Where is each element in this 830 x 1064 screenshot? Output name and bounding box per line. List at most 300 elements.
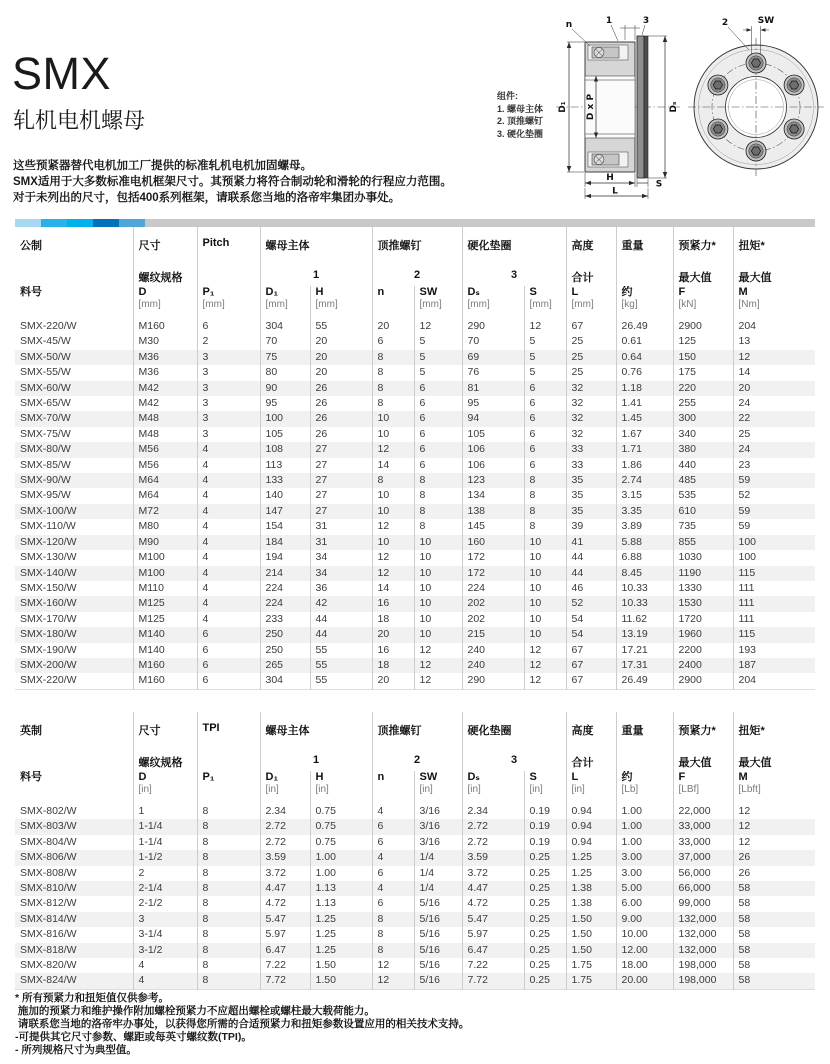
- col-SW: SW [in]: [414, 771, 462, 804]
- table-cell: 35: [566, 504, 616, 519]
- table-cell: 4: [372, 881, 414, 896]
- part-no-label: 料号: [20, 771, 42, 783]
- table-cell: 140: [260, 488, 310, 503]
- group-number-3: 3: [462, 269, 566, 286]
- table-cell: M90: [133, 535, 197, 550]
- table-cell: 58: [733, 927, 815, 942]
- table-cell: 220: [673, 381, 733, 396]
- table-cell: SMX-818/W: [20, 943, 77, 956]
- col-F: F [LBf]: [673, 771, 733, 804]
- table-cell: 17.21: [616, 643, 673, 658]
- table-cell: 202: [462, 612, 524, 627]
- dim-label-dxp: D x P: [586, 93, 596, 121]
- table-cell: 304: [260, 673, 310, 689]
- table-cell: 105: [260, 427, 310, 442]
- table-cell: 6: [524, 442, 566, 457]
- table-row: [15, 835, 815, 850]
- table-cell: 55: [310, 673, 372, 689]
- table-cell: 202: [462, 596, 524, 611]
- table-cell: 204: [733, 319, 815, 334]
- table-cell: 8: [524, 504, 566, 519]
- table-cell: 8: [524, 473, 566, 488]
- table-cell: SMX-810/W: [20, 882, 77, 895]
- table-cell: M64: [133, 488, 197, 503]
- table-cell: 8: [372, 350, 414, 365]
- table-row: [15, 488, 815, 503]
- table-row: [15, 927, 815, 942]
- table-cell: 4.72: [260, 896, 310, 911]
- table-cell: 70: [462, 334, 524, 349]
- table-cell: 175: [673, 365, 733, 380]
- table-cell: SMX-120/W: [20, 535, 77, 548]
- table-cell: 5.97: [260, 927, 310, 942]
- thread-spec-label: 螺纹规格: [133, 269, 197, 286]
- group-number-1: 1: [260, 754, 372, 771]
- table-cell: 12: [524, 673, 566, 689]
- table-cell: 5.00: [616, 881, 673, 896]
- table-row: [15, 365, 815, 380]
- table-cell: 10.00: [616, 927, 673, 942]
- table-cell: 2400: [673, 658, 733, 673]
- col-S: S [mm]: [524, 286, 566, 319]
- table-cell: 6: [414, 442, 462, 457]
- table-cell: 8: [372, 365, 414, 380]
- table-cell: 20: [310, 365, 372, 380]
- table-cell: 94: [462, 411, 524, 426]
- table-row: [15, 850, 815, 865]
- table-row: [15, 396, 815, 411]
- callout-1: 1: [605, 16, 613, 26]
- col-weight: 约 [kg]: [616, 286, 673, 319]
- metric-table-body: [15, 319, 815, 689]
- col-Ds: Dₛ [in]: [462, 771, 524, 804]
- col-n: n: [372, 286, 414, 319]
- table-cell: 44: [310, 627, 372, 642]
- table-cell: M42: [133, 396, 197, 411]
- table-cell: M100: [133, 566, 197, 581]
- table-cell: 20: [310, 334, 372, 349]
- table-cell: 3: [197, 365, 260, 380]
- col-L: L [mm]: [566, 286, 616, 319]
- description-line: SMX适用于大多数标准电机框架尺寸。其预紧力将符合制动轮和滑轮的行程应力范围。: [13, 176, 452, 188]
- table-cell: M125: [133, 596, 197, 611]
- table-cell: 8: [372, 473, 414, 488]
- table-cell: 1720: [673, 612, 733, 627]
- table-cell: 106: [462, 458, 524, 473]
- page-title: SMX: [12, 48, 112, 99]
- table-cell: 735: [673, 519, 733, 534]
- table-cell: 7.22: [260, 958, 310, 973]
- table-cell: 160: [462, 535, 524, 550]
- callout-n: n: [565, 20, 573, 30]
- table-cell: 300: [673, 411, 733, 426]
- table-cell: 8: [372, 943, 414, 958]
- table-cell: 10: [372, 504, 414, 519]
- table-cell: 12: [414, 673, 462, 689]
- table-cell: 34: [310, 566, 372, 581]
- table-cell: 67: [566, 643, 616, 658]
- dim-label-d1: D₁: [558, 101, 568, 113]
- table-cell: 1-1/2: [133, 850, 197, 865]
- col-D1: D₁ [in]: [260, 771, 310, 804]
- table-cell: 138: [462, 504, 524, 519]
- table-cell: 0.25: [524, 927, 566, 942]
- table-cell: 8: [197, 973, 260, 989]
- table-cell: 105: [462, 427, 524, 442]
- description-line: 对于未列出的尺寸，包括400系列框架，请联系您当地的洛帝牢集团办事处。: [13, 192, 401, 204]
- table-cell: M72: [133, 504, 197, 519]
- table-cell: 194: [260, 550, 310, 565]
- table-cell: 2.72: [260, 819, 310, 834]
- total-label: 合计: [566, 754, 616, 771]
- table-cell: 610: [673, 504, 733, 519]
- table-cell: 6: [414, 396, 462, 411]
- table-cell: M30: [133, 334, 197, 349]
- table-cell: 31: [310, 535, 372, 550]
- table-cell: 0.25: [524, 850, 566, 865]
- table-cell: 1/4: [414, 881, 462, 896]
- table-cell: 52: [733, 488, 815, 503]
- col-group-tpi: TPI: [197, 712, 260, 754]
- col-H: H [in]: [310, 771, 372, 804]
- table-cell: 8: [372, 927, 414, 942]
- table-cell: 8: [197, 804, 260, 819]
- table-cell: 8: [197, 881, 260, 896]
- table-cell: 55: [310, 658, 372, 673]
- table-cell: 10: [414, 550, 462, 565]
- legend-item: 3. 硬化垫圈: [497, 128, 544, 139]
- col-M: M [Nm]: [733, 286, 815, 319]
- group-number-3: 3: [462, 754, 566, 771]
- total-label: 合计: [566, 269, 616, 286]
- table-cell: M48: [133, 411, 197, 426]
- table-cell: 123: [462, 473, 524, 488]
- col-L: L [in]: [566, 771, 616, 804]
- table-cell: SMX-130/W: [20, 551, 77, 564]
- table-cell: 2.72: [260, 835, 310, 850]
- table-cell: 6.47: [260, 943, 310, 958]
- product-description: [13, 158, 452, 206]
- table-cell: SMX-70/W: [20, 412, 71, 425]
- table-cell: 5: [524, 350, 566, 365]
- table-cell: M36: [133, 350, 197, 365]
- max-label: 最大值: [733, 754, 815, 771]
- table-row: [15, 473, 815, 488]
- table-cell: 2: [133, 866, 197, 881]
- table-cell: 37,000: [673, 850, 733, 865]
- table-cell: 1.00: [310, 866, 372, 881]
- max-label: 最大值: [673, 269, 733, 286]
- table-cell: 5.47: [260, 912, 310, 927]
- metric-table: [15, 227, 815, 690]
- table-cell: 0.25: [524, 881, 566, 896]
- table-cell: 5: [414, 365, 462, 380]
- table-cell: 8: [414, 473, 462, 488]
- table-cell: M110: [133, 581, 197, 596]
- table-cell: 187: [733, 658, 815, 673]
- table-cell: 12: [372, 442, 414, 457]
- table-cell: 8: [414, 488, 462, 503]
- table-cell: 58: [733, 881, 815, 896]
- table-cell: SMX-140/W: [20, 566, 77, 579]
- callout-2: 2: [721, 18, 729, 28]
- table-cell: 3: [197, 411, 260, 426]
- table-cell: 2200: [673, 643, 733, 658]
- table-cell: 55: [310, 643, 372, 658]
- table-cell: 485: [673, 473, 733, 488]
- table-cell: SMX-802/W: [20, 805, 77, 817]
- table-cell: 10: [524, 550, 566, 565]
- table-cell: 380: [673, 442, 733, 457]
- dim-label-h: H: [606, 173, 614, 183]
- col-Ds: Dₛ [mm]: [462, 286, 524, 319]
- table-cell: 5: [414, 350, 462, 365]
- table-cell: 184: [260, 535, 310, 550]
- table-cell: 12: [372, 566, 414, 581]
- table-cell: 18.00: [616, 958, 673, 973]
- table-cell: 5.88: [616, 535, 673, 550]
- col-group-size: 尺寸: [133, 712, 197, 754]
- table-cell: 8: [197, 912, 260, 927]
- table-cell: 0.25: [524, 958, 566, 973]
- table-cell: 4: [197, 504, 260, 519]
- table-cell: 2-1/4: [133, 881, 197, 896]
- table-cell: 3/16: [414, 804, 462, 819]
- table-cell: 6.47: [462, 943, 524, 958]
- table-cell: 0.94: [566, 819, 616, 834]
- table-cell: 0.64: [616, 350, 673, 365]
- table-cell: 58: [733, 912, 815, 927]
- table-cell: 69: [462, 350, 524, 365]
- table-cell: 20: [310, 350, 372, 365]
- table-cell: 2.34: [462, 804, 524, 819]
- table-cell: 1.50: [566, 943, 616, 958]
- legend-item: 1. 螺母主体: [497, 103, 544, 114]
- table-row: [15, 612, 815, 627]
- table-cell: 4.72: [462, 896, 524, 911]
- table-cell: 22,000: [673, 804, 733, 819]
- table-cell: 4: [133, 973, 197, 989]
- table-cell: 11.62: [616, 612, 673, 627]
- table-cell: 0.94: [566, 804, 616, 819]
- table-cell: SMX-170/W: [20, 612, 77, 625]
- legend-item: 2. 顶推螺钉: [497, 116, 544, 126]
- table-cell: 54: [566, 612, 616, 627]
- table-cell: SMX-100/W: [20, 504, 77, 517]
- table-cell: 14: [372, 581, 414, 596]
- col-D1: D₁ [mm]: [260, 286, 310, 319]
- table-row: [15, 535, 815, 550]
- table-cell: 6: [197, 627, 260, 642]
- table-cell: 3.59: [462, 850, 524, 865]
- table-cell: 12: [524, 658, 566, 673]
- table-cell: 10: [414, 535, 462, 550]
- table-cell: 99,000: [673, 896, 733, 911]
- table-cell: 8: [372, 912, 414, 927]
- table-cell: 4: [197, 442, 260, 457]
- table-cell: 4: [197, 458, 260, 473]
- table-cell: 9.00: [616, 912, 673, 927]
- table-cell: 41: [566, 535, 616, 550]
- table-cell: 6: [414, 458, 462, 473]
- table-cell: SMX-820/W: [20, 959, 77, 972]
- metric-table-header: [15, 227, 815, 319]
- max-label: 最大值: [673, 754, 733, 771]
- table-cell: 2: [197, 334, 260, 349]
- table-cell: 26: [310, 381, 372, 396]
- table-cell: 10.33: [616, 596, 673, 611]
- table-cell: 304: [260, 319, 310, 334]
- table-cell: 12: [414, 643, 462, 658]
- table-cell: SMX-60/W: [20, 381, 71, 394]
- imperial-table-section: [15, 712, 815, 990]
- group-number-2: 2: [372, 754, 462, 771]
- col-group-preload: 预紧力*: [673, 712, 733, 754]
- table-cell: 233: [260, 612, 310, 627]
- table-cell: 250: [260, 627, 310, 642]
- table-cell: 1.00: [616, 819, 673, 834]
- system-label: 公制: [20, 240, 42, 252]
- table-cell: 1.25: [310, 912, 372, 927]
- table-cell: 3.00: [616, 866, 673, 881]
- table-cell: 3: [197, 396, 260, 411]
- table-cell: 20: [372, 627, 414, 642]
- table-cell: 2.34: [260, 804, 310, 819]
- table-cell: 1: [133, 804, 197, 819]
- table-cell: SMX-220/W: [20, 674, 77, 687]
- table-cell: SMX-814/W: [20, 912, 77, 925]
- table-cell: 150: [673, 350, 733, 365]
- table-cell: 1.18: [616, 381, 673, 396]
- table-cell: 58: [733, 958, 815, 973]
- table-cell: 10: [372, 535, 414, 550]
- table-cell: 2900: [673, 673, 733, 689]
- table-cell: 58: [733, 896, 815, 911]
- table-cell: 1960: [673, 627, 733, 642]
- table-cell: 0.19: [524, 804, 566, 819]
- table-cell: 6: [524, 458, 566, 473]
- table-cell: 20: [372, 673, 414, 689]
- table-cell: 1.00: [616, 804, 673, 819]
- table-row: [15, 596, 815, 611]
- table-cell: 1/4: [414, 866, 462, 881]
- accent-bar-segment: [15, 219, 41, 227]
- table-cell: 44: [566, 566, 616, 581]
- col-group-weight: 重量: [616, 712, 673, 754]
- accent-bar-segment: [119, 219, 145, 227]
- table-cell: 8: [414, 504, 462, 519]
- table-cell: 12: [733, 835, 815, 850]
- table-cell: 58: [733, 973, 815, 989]
- table-cell: 4.47: [260, 881, 310, 896]
- table-row: [15, 943, 815, 958]
- table-cell: 224: [462, 581, 524, 596]
- table-cell: 33: [566, 458, 616, 473]
- table-cell: 1.71: [616, 442, 673, 457]
- table-cell: 4.47: [462, 881, 524, 896]
- table-cell: M160: [133, 673, 197, 689]
- table-cell: 8.45: [616, 566, 673, 581]
- table-cell: 3.72: [260, 866, 310, 881]
- table-cell: 12: [733, 350, 815, 365]
- table-cell: 0.75: [310, 804, 372, 819]
- table-cell: 12: [414, 658, 462, 673]
- table-cell: 3.15: [616, 488, 673, 503]
- table-cell: 5/16: [414, 896, 462, 911]
- table-cell: 8: [197, 819, 260, 834]
- table-row: [15, 581, 815, 596]
- table-cell: 1190: [673, 566, 733, 581]
- table-cell: 10: [414, 566, 462, 581]
- table-cell: SMX-180/W: [20, 628, 77, 641]
- table-cell: 6: [372, 835, 414, 850]
- table-cell: 132,000: [673, 912, 733, 927]
- table-row: [15, 550, 815, 565]
- table-cell: 0.19: [524, 835, 566, 850]
- table-cell: 154: [260, 519, 310, 534]
- table-row: [15, 427, 815, 442]
- table-cell: 16: [372, 596, 414, 611]
- table-cell: 4: [197, 519, 260, 534]
- callout-3: 3: [642, 16, 650, 26]
- table-cell: 10: [414, 612, 462, 627]
- table-cell: 2.72: [462, 819, 524, 834]
- table-cell: 172: [462, 566, 524, 581]
- table-cell: 3: [197, 350, 260, 365]
- col-weight: 约 [Lb]: [616, 771, 673, 804]
- table-cell: 4: [197, 473, 260, 488]
- table-cell: 100: [733, 535, 815, 550]
- table-cell: 27: [310, 473, 372, 488]
- table-cell: 25: [733, 427, 815, 442]
- footnote-line: * 所有预紧力和扭矩值仅供参考。: [15, 992, 170, 1004]
- table-cell: SMX-190/W: [20, 643, 77, 656]
- table-row: [15, 881, 815, 896]
- table-cell: 290: [462, 673, 524, 689]
- table-cell: SMX-75/W: [20, 427, 71, 440]
- table-cell: 3: [197, 381, 260, 396]
- table-cell: SMX-816/W: [20, 928, 77, 941]
- table-cell: 26: [733, 850, 815, 865]
- col-group-torque: 扭矩*: [733, 712, 815, 754]
- table-cell: 31: [310, 519, 372, 534]
- table-row: [15, 973, 815, 989]
- table-cell: 8: [524, 488, 566, 503]
- table-cell: 0.75: [310, 819, 372, 834]
- table-cell: 18: [372, 658, 414, 673]
- table-cell: 10: [524, 566, 566, 581]
- table-cell: 3-1/4: [133, 927, 197, 942]
- legend-title: 组件:: [497, 91, 518, 101]
- table-cell: 14: [372, 458, 414, 473]
- col-group-height: 高度: [566, 712, 616, 754]
- col-group-size: 尺寸: [133, 227, 197, 269]
- table-cell: 3/16: [414, 835, 462, 850]
- table-cell: 10: [414, 627, 462, 642]
- table-cell: 224: [260, 581, 310, 596]
- table-cell: 6.88: [616, 550, 673, 565]
- table-cell: M48: [133, 427, 197, 442]
- table-cell: 1330: [673, 581, 733, 596]
- table-row: [15, 458, 815, 473]
- table-cell: 6: [414, 381, 462, 396]
- table-cell: 6: [197, 319, 260, 334]
- table-cell: 26.49: [616, 319, 673, 334]
- table-cell: 56,000: [673, 866, 733, 881]
- table-cell: 1.45: [616, 411, 673, 426]
- table-cell: 4: [133, 958, 197, 973]
- table-cell: 26: [310, 427, 372, 442]
